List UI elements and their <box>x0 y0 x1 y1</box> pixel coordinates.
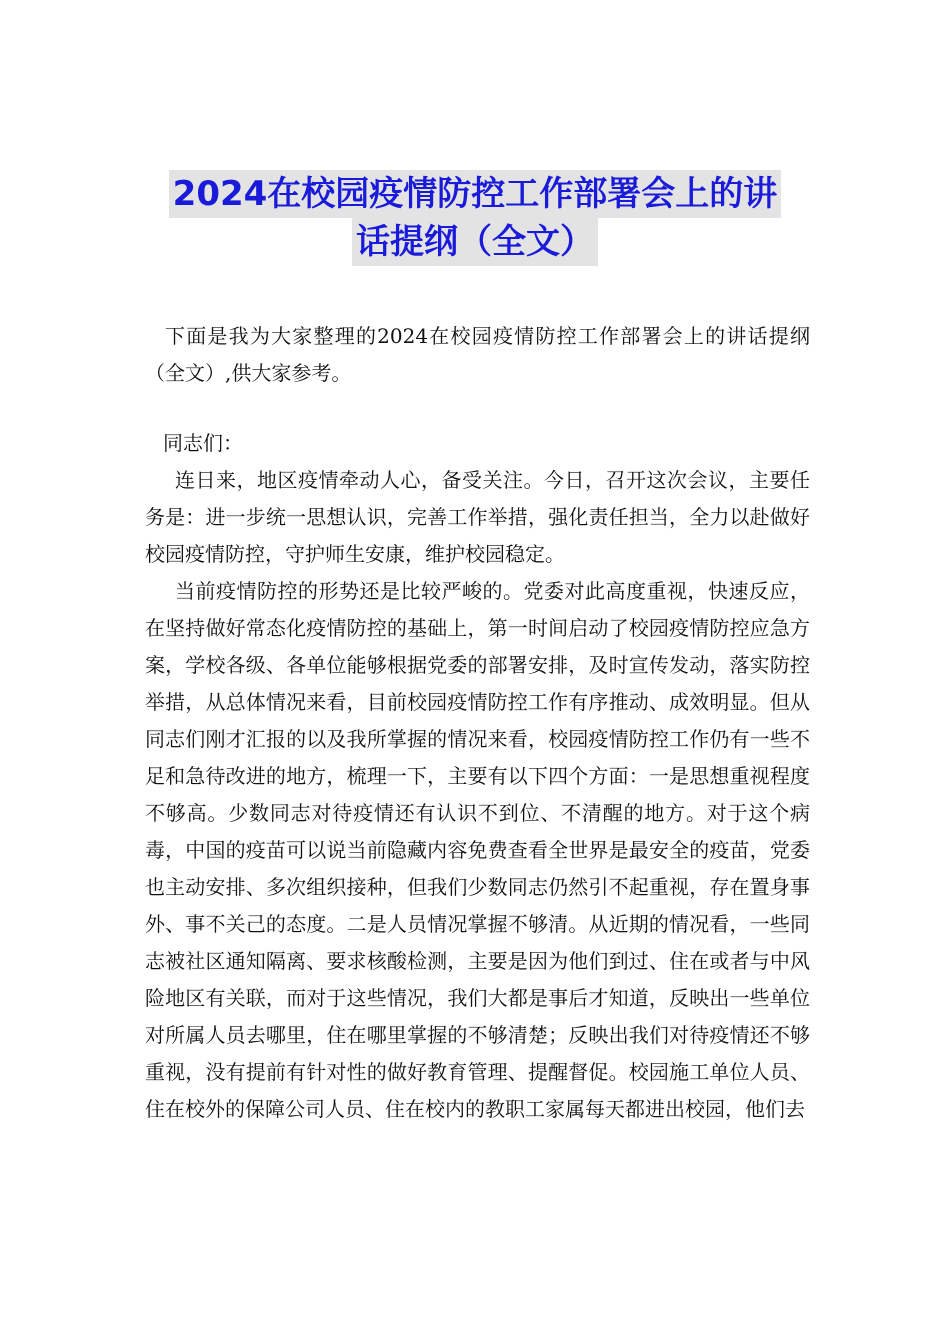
body-paragraph-1: 连日来，地区疫情牵动人心，备受关注。今日，召开这次会议，主要任务是：进一步统一思想认识，完善工作举措，强化责任担当，全力以赴做好校园疫情防控，守护师生安康，维护校园稳定。 <box>145 468 810 566</box>
body-paragraph-2: 当前疫情防控的形势还是比较严峻的。党委对此高度重视，快速反应，在坚持做好常态化疫情防控的基础上，第一时间启动了校园疫情防控应急方案，学校各级、各单位能够根据党委的部署安排，及时宣传发动，落实防控举措，从总体情况来看，目前校园疫情防控工作有序推动、成效明显。但从同志们刚才汇报的以及我所掌握的情况来看，校园疫情防控工作仍有一些不足和急待改进的地方，梳理一下，主要有以下四个方面：一是思想重视程度不够高。少数同志对待疫情还有认识不到位、不清醒的地方。对于这个病毒，中国的疫苗可以说当前隐藏内容免费查看全世界是最安全的疫苗，党委也主动安排、多次组织接种，但我们少数同志仍然引不起重视，存在置身事外、事不关己的态度。二是人员情况掌握不够清。从近期的情况看，一些同志被社区通知隔离、要求核酸检测，主要是因为他们到过、住在或者与中风险地区有关联，而对于这些情况，我们大都是事后才知道，反映出一些单位对所属人员去哪里，住在哪里掌握的不够清楚；反映出我们对待疫情还不够重视，没有提前有针对性的做好教育管理、提醒督促。校园施工单位人员、住在校外的保障公司人员、住在校内的教职工家属每天都进出校园，他们去 <box>145 579 810 1121</box>
intro-paragraph <box>145 318 810 392</box>
title-line-2: 话提纲（全文） <box>352 218 598 266</box>
title-line-1: 2024在校园疫情防控工作部署会上的讲 <box>169 170 782 218</box>
intro-text: 下面是我为大家整理的2024在校园疫情防控工作部署会上的讲话提纲（全文）,供大家参考。 <box>145 324 810 385</box>
greeting: 同志们： <box>163 431 243 455</box>
body-paragraphs <box>145 462 810 1128</box>
document-title <box>120 170 830 266</box>
